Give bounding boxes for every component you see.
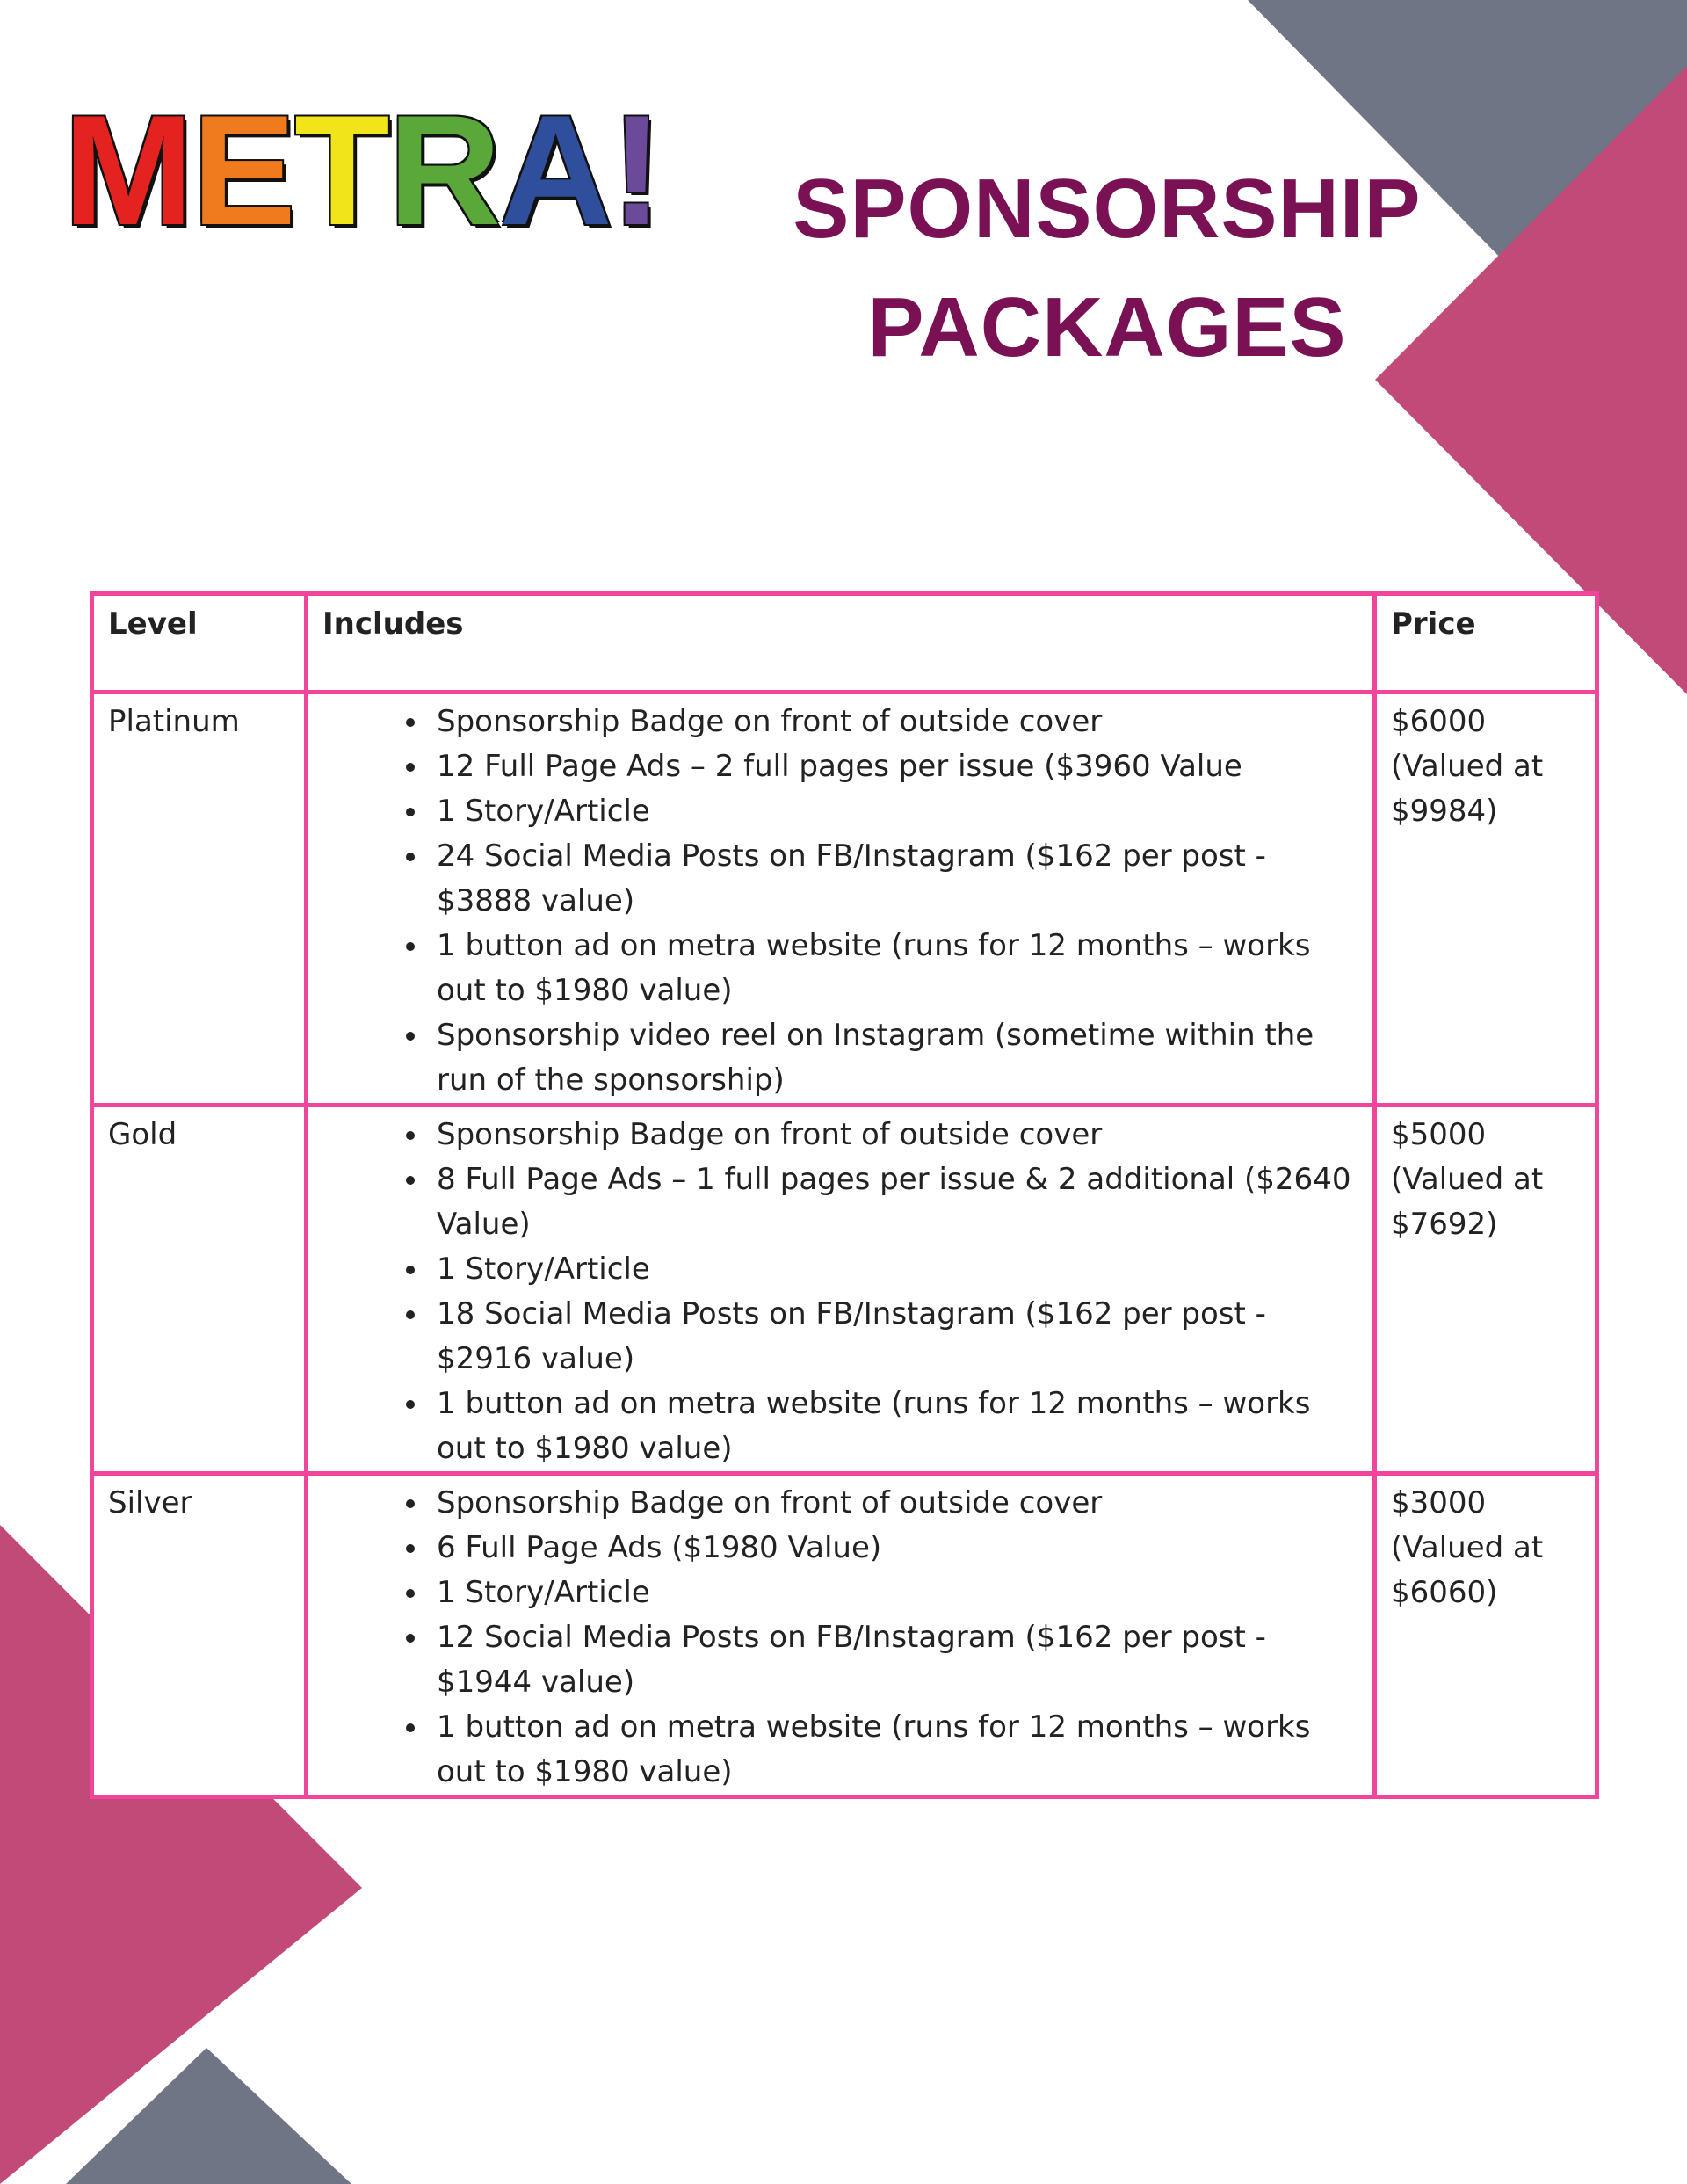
list-item: • Sponsorship Badge on front of outside cover [430, 700, 1362, 744]
package-price: $3000 [1391, 1485, 1487, 1520]
valued-at-label: (Valued at [1391, 1162, 1544, 1197]
list-item: • 1 button ad on metra website (runs for 12 months – works out to $1980 value) [430, 1382, 1362, 1471]
package-level: Gold [92, 1106, 307, 1474]
metra-logo [63, 83, 662, 258]
valued-at-amount: $7692) [1391, 1207, 1498, 1242]
list-item: • 1 button ad on metra website (runs for 12 months – works out to $1980 value) [430, 924, 1362, 1013]
logo-letter: ! [610, 83, 662, 258]
list-item: • 1 Story/Article [430, 1571, 1362, 1615]
package-price: $6000 [1391, 704, 1487, 739]
valued-at-label: (Valued at [1391, 749, 1544, 784]
table-header-row [92, 594, 1597, 693]
includes-list [308, 1113, 1362, 1471]
sponsorship-packages-table [90, 591, 1599, 1799]
table-row [92, 693, 1597, 1106]
logo-letter: M [63, 83, 192, 258]
package-price-cell [1375, 1106, 1597, 1474]
list-item: • 12 Full Page Ads – 2 full pages per issue ($3960 Value [430, 744, 1362, 789]
list-item: • 1 Story/Article [430, 1247, 1362, 1292]
list-item: • 18 Social Media Posts on FB/Instagram ($162 per post - $2916 value) [430, 1292, 1362, 1382]
includes-list [308, 1481, 1362, 1795]
package-price: $5000 [1391, 1117, 1487, 1152]
package-level: Platinum [92, 693, 307, 1106]
includes-list [308, 700, 1362, 1103]
logo-letter: E [192, 83, 295, 258]
list-item: • 1 Story/Article [430, 789, 1362, 834]
header-level: Level [92, 594, 307, 693]
list-item: • 24 Social Media Posts on FB/Instagram ($162 per post - $3888 value) [430, 834, 1362, 924]
list-item: • 8 Full Page Ads – 1 full pages per issue & 2 additional ($2640 Value) [430, 1157, 1362, 1247]
list-item: • Sponsorship Badge on front of outside cover [430, 1113, 1362, 1157]
package-price-cell [1375, 693, 1597, 1106]
logo-letter: R [387, 83, 500, 258]
valued-at-amount: $9984) [1391, 794, 1498, 829]
package-includes [307, 693, 1375, 1106]
title-line-2: PACKAGES [867, 280, 1347, 374]
header-includes: Includes [307, 594, 1375, 693]
table-body [92, 693, 1597, 1797]
package-includes [307, 1474, 1375, 1797]
page-title [773, 149, 1441, 387]
list-item: • 6 Full Page Ads ($1980 Value) [430, 1526, 1362, 1571]
package-includes [307, 1106, 1375, 1474]
valued-at-amount: $6060) [1391, 1575, 1498, 1610]
list-item: • 1 button ad on metra website (runs for 12 months – works out to $1980 value) [430, 1705, 1362, 1795]
table-row [92, 1474, 1597, 1797]
logo-letter: T [294, 83, 388, 258]
table-row [92, 1106, 1597, 1474]
package-price-cell [1375, 1474, 1597, 1797]
header-price: Price [1375, 594, 1597, 693]
list-item: • Sponsorship Badge on front of outside cover [430, 1481, 1362, 1526]
list-item: • 12 Social Media Posts on FB/Instagram ($162 per post - $1944 value) [430, 1615, 1362, 1705]
valued-at-label: (Valued at [1391, 1530, 1544, 1565]
logo-letter: A [499, 83, 611, 258]
title-line-1: SPONSORSHIP [793, 162, 1422, 256]
list-item: • Sponsorship video reel on Instagram (sometime within the run of the sponsorship) [430, 1013, 1362, 1103]
package-level: Silver [92, 1474, 307, 1797]
